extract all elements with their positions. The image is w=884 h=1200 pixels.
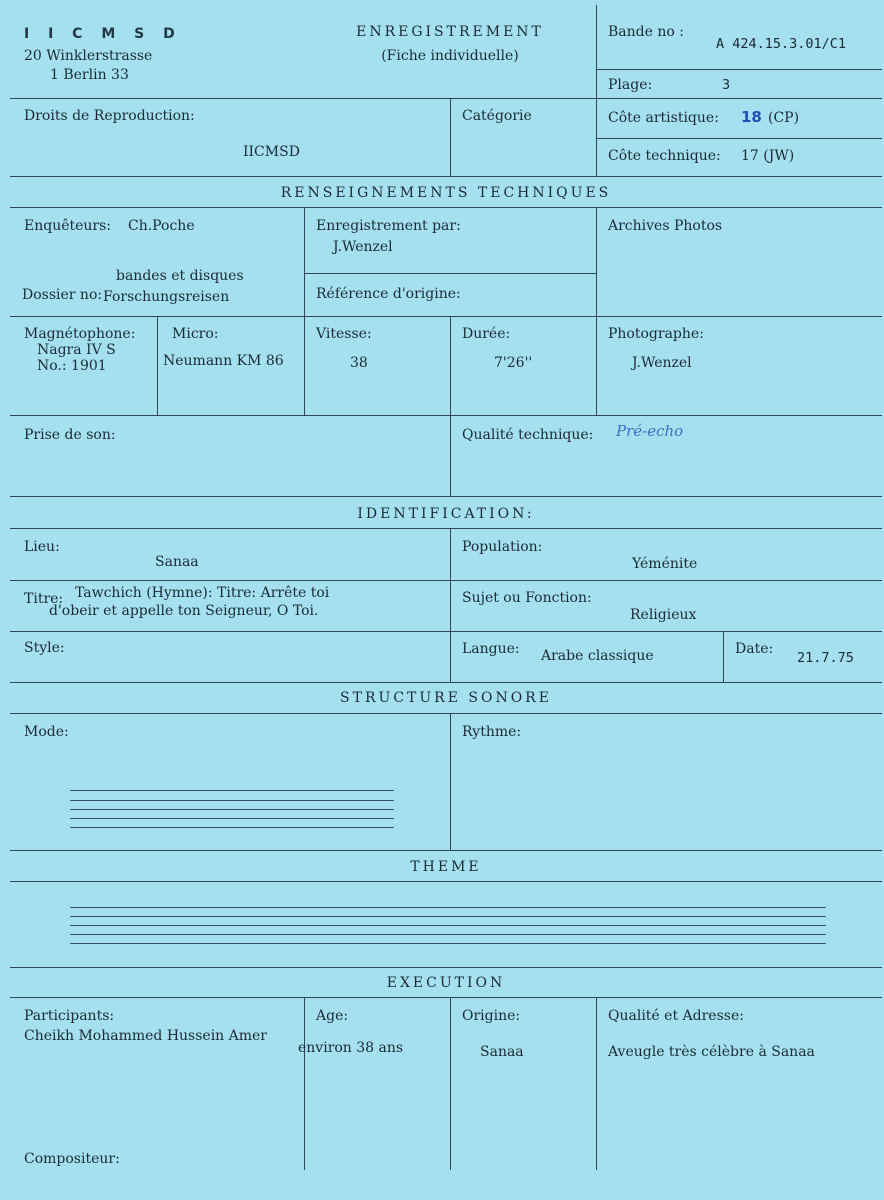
plage-value: 3 [722,77,731,93]
rythme-label: Rythme: [462,724,522,740]
theme-ruled-line [70,943,826,944]
participants-value: Cheikh Mohammed Hussein Amer [24,1028,268,1044]
droits-value: IICMSD [243,144,300,160]
sujet-value: Religieux [630,607,697,623]
prise-de-son-label: Prise de son: [24,427,116,443]
lieu-label: Lieu: [24,539,60,555]
qualite-technique-value: Pré-echo [616,422,684,440]
form-subtitle: (Fiche individuelle) [381,48,519,64]
duree-value: 7'26'' [494,355,533,371]
titre-label: Titre: [24,591,64,607]
vitesse-value: 38 [350,355,368,371]
address-street: 20 Winklerstrasse [24,48,153,64]
form-title: ENREGISTREMENT [356,24,544,40]
categorie-label: Catégorie [462,108,532,124]
rule [596,69,882,70]
rule [10,316,882,317]
langue-label: Langue: [462,641,520,657]
institute-logo: I I C M S D [24,26,182,42]
qualite-technique-label: Qualité technique: [462,427,594,443]
dossier-label: Dossier no: [22,287,103,303]
age-label: Age: [316,1008,349,1024]
rule [304,997,305,1170]
mode-label: Mode: [24,724,69,740]
magnetophone-number: No.: 1901 [37,358,107,374]
reference-label: Référence d'origine: [316,286,461,302]
titre-value-line2: d'obeir et appelle ton Seigneur, O Toi. [49,603,319,619]
compositeur-label: Compositeur: [24,1151,120,1167]
rule [10,415,882,416]
theme-ruled-line [70,907,826,908]
cote-artistique-value: 18 [741,108,762,126]
origine-value: Sanaa [480,1044,524,1060]
theme-ruled-line [70,925,826,926]
cote-technique-label: Côte technique: [608,148,721,164]
duree-label: Durée: [462,326,511,342]
cote-artistique-suffix: (CP) [768,110,800,126]
rule [10,631,882,632]
rule [10,967,882,968]
enregistrement-par-value: J.Wenzel [333,239,393,255]
magnetophone-value: Nagra IV S [37,342,116,358]
enqueteurs-label: Enquêteurs: [24,218,112,234]
rule [450,713,451,850]
rule [10,881,882,882]
address-city: 1 Berlin 33 [50,67,129,83]
dossier-value-line1: bandes et disques [116,268,244,284]
lieu-value: Sanaa [155,554,199,570]
rule [10,528,882,529]
photographe-label: Photographe: [608,326,704,342]
cote-technique-value: 17 (JW) [741,148,795,164]
mode-ruled-line [70,818,394,819]
rule [304,273,596,274]
rule [450,997,451,1170]
rule [10,713,882,714]
bande-value: A 424.15.3.01/C1 [716,36,847,52]
rule [10,850,882,851]
date-value: 21.7.75 [797,650,854,666]
cote-artistique-label: Côte artistique: [608,110,719,126]
rule [450,528,451,682]
rule [723,631,724,682]
rule [10,98,882,99]
mode-ruled-line [70,827,394,828]
rule [10,496,882,497]
rule [10,682,882,683]
date-label: Date: [735,641,774,657]
magnetophone-label: Magnétophone: [24,326,136,342]
mode-ruled-line [70,809,394,810]
archives-photos-label: Archives Photos [608,218,723,234]
rule [10,176,882,177]
rule [596,207,597,415]
rule [10,580,882,581]
section-technique-title: RENSEIGNEMENTS TECHNIQUES [280,185,612,201]
rule [10,207,882,208]
langue-value: Arabe classique [541,648,654,664]
theme-ruled-line [70,916,826,917]
participants-label: Participants: [24,1008,115,1024]
section-execution-title: EXECUTION [386,975,506,991]
micro-value: Neumann KM 86 [163,353,284,369]
population-label: Population: [462,539,543,555]
vitesse-label: Vitesse: [316,326,372,342]
droits-label: Droits de Reproduction: [24,108,195,124]
sujet-label: Sujet ou Fonction: [462,590,592,606]
plage-label: Plage: [608,77,653,93]
theme-ruled-line [70,934,826,935]
qualite-adresse-label: Qualité et Adresse: [608,1008,744,1024]
enregistrement-par-label: Enregistrement par: [316,218,461,234]
enqueteurs-value: Ch.Poche [128,218,195,234]
rule [304,207,305,415]
mode-ruled-line [70,800,394,801]
age-value: environ 38 ans [298,1040,404,1056]
rule [450,316,451,496]
rule [596,997,597,1170]
rule [10,997,882,998]
titre-value-line1: Tawchich (Hymne): Titre: Arrête toi [75,585,330,601]
rule [157,316,158,415]
micro-label: Micro: [172,326,219,342]
dossier-value-line2: Forschungsreisen [103,289,230,305]
mode-ruled-line [70,790,394,791]
photographe-value: J.Wenzel [632,355,692,371]
population-value: Yéménite [632,556,698,572]
style-label: Style: [24,640,65,656]
section-structure-title: STRUCTURE SONORE [340,690,552,706]
rule [596,5,597,176]
section-theme-title: THEME [410,859,482,875]
qualite-adresse-value: Aveugle très célèbre à Sanaa [608,1044,815,1060]
rule [450,98,451,176]
rule [596,138,882,139]
origine-label: Origine: [462,1008,521,1024]
section-identification-title: IDENTIFICATION: [357,506,535,522]
bande-label: Bande no : [608,24,684,40]
